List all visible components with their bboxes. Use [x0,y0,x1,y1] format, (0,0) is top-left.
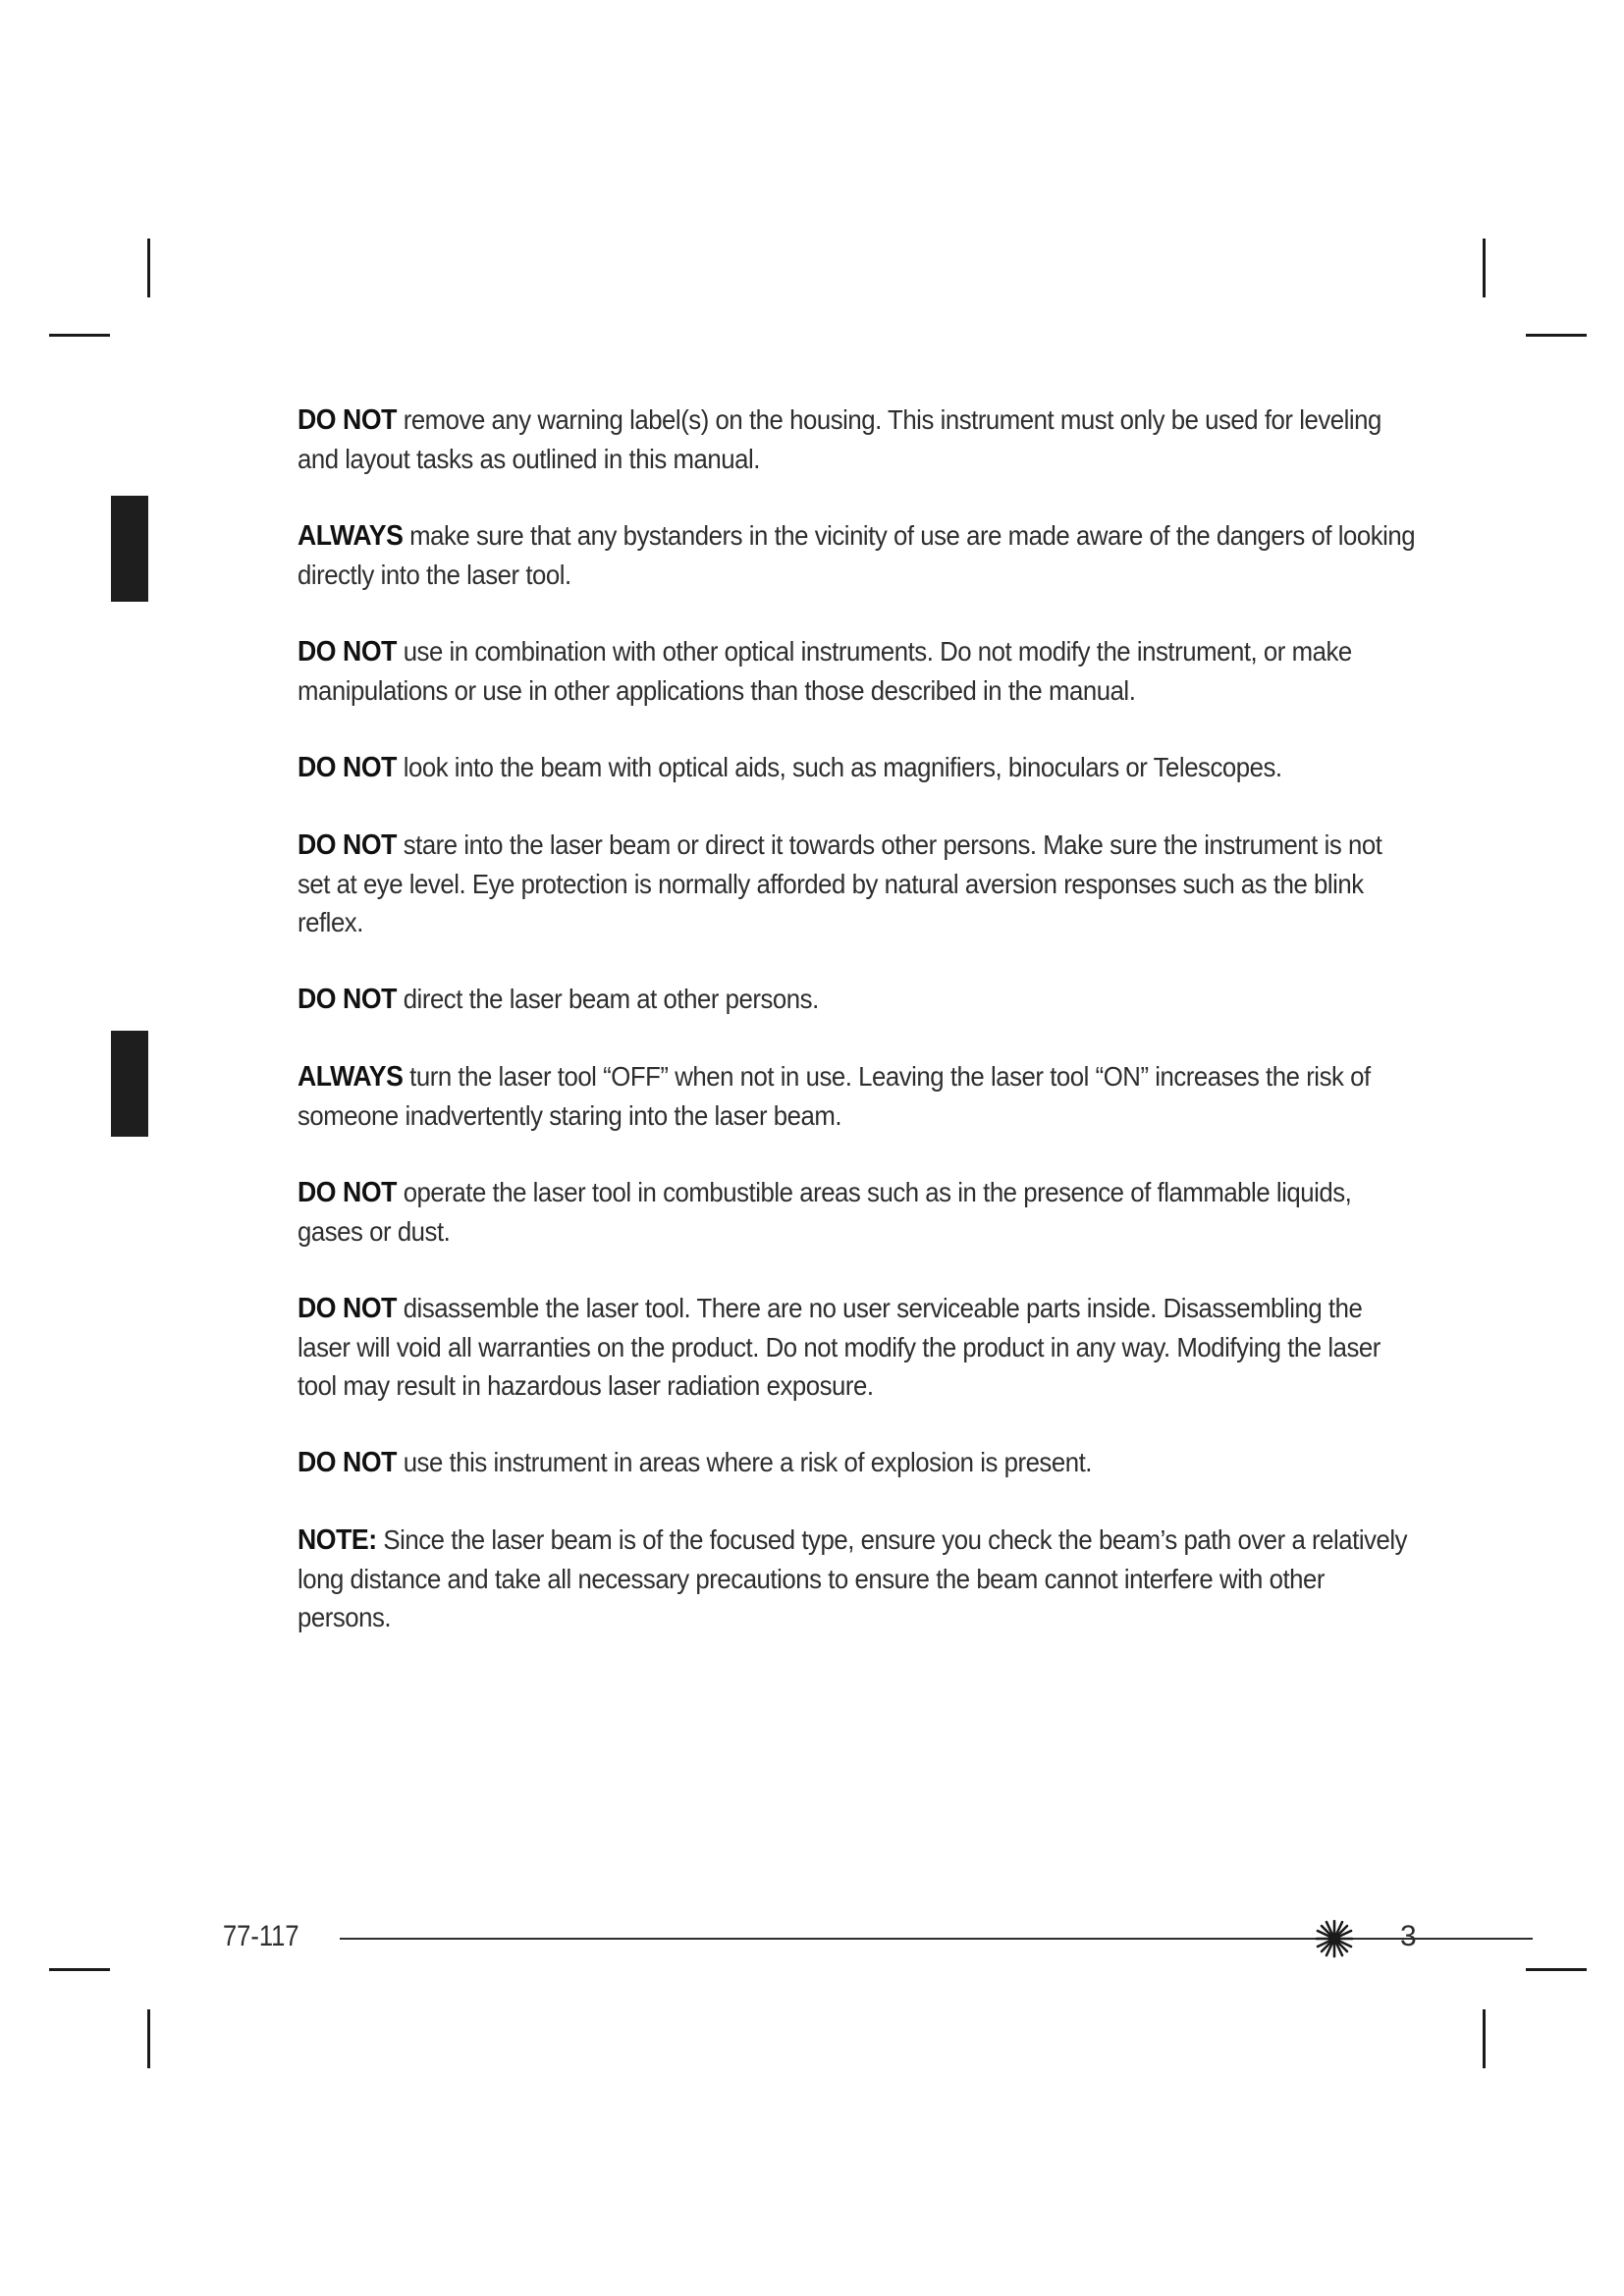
warning-paragraph [298,516,1418,594]
warning-text: use in combination with other optical instruments. Do not modify the instrument, or make manipulations or use in other applications than those described in the manual. [298,636,1352,706]
crop-mark-top-right-horizontal [1526,334,1587,337]
warning-paragraph [298,1057,1418,1135]
safety-warnings [298,400,1417,1675]
warning-lead: DO NOT [298,404,397,436]
warning-text: make sure that any bystanders in the vicinity of use are made aware of the dangers of looking directly into the laser tool. [298,520,1416,590]
warning-text: use this instrument in areas where a risk of explosion is present. [396,1447,1092,1477]
page-footer [223,1916,1421,1959]
warning-paragraph [298,400,1418,478]
warning-paragraph [298,1443,1418,1482]
warning-text: look into the beam with optical aids, such as magnifiers, binoculars or Telescopes. [396,752,1282,782]
note-lead: NOTE: [298,1524,377,1556]
laser-star-icon [1315,1919,1354,1958]
warning-lead: DO NOT [298,829,397,861]
crop-mark-top-left-horizontal [49,334,110,337]
warning-lead: DO NOT [298,752,397,783]
warning-paragraph [298,980,1418,1019]
warning-lead: DO NOT [298,984,397,1015]
section-tab-marker [111,496,148,602]
crop-mark-bottom-left-horizontal [49,1968,110,1971]
warning-lead: DO NOT [298,636,397,667]
crop-mark-bottom-right-vertical [1483,2009,1486,2068]
crop-mark-top-right-vertical [1483,239,1486,297]
warning-paragraph [298,748,1418,787]
page-number: 3 [1400,1920,1417,1952]
document-number: 77-117 [223,1920,299,1952]
warning-text: turn the laser tool “OFF” when not in use. Leaving the laser tool “ON” increases the risk of someone inadvertently staring into the laser beam. [298,1061,1371,1131]
warning-text: disassemble the laser tool. There are no user serviceable parts inside. Disassembling the laser will void all warranties on the product. Do not modify the product in any way. Modifying the laser tool may result in hazardous laser radiation exposure. [298,1293,1380,1401]
warning-lead: ALWAYS [298,520,404,552]
warning-lead: DO NOT [298,1293,397,1324]
note-paragraph [298,1521,1418,1636]
warning-paragraph [298,1173,1418,1251]
crop-mark-top-left-vertical [147,239,150,297]
section-tab-marker [111,1031,148,1137]
warning-lead: ALWAYS [298,1061,404,1093]
warning-text: operate the laser tool in combustible areas such as in the presence of flammable liquids, gases or dust. [298,1177,1352,1247]
warning-paragraph [298,826,1418,941]
crop-mark-bottom-right-horizontal [1526,1968,1587,1971]
warning-lead: DO NOT [298,1447,397,1478]
warning-paragraph [298,1289,1418,1405]
warning-text: remove any warning label(s) on the housing. This instrument must only be used for leveling and layout tasks as outlined in this manual. [298,404,1381,474]
crop-mark-bottom-left-vertical [147,2009,150,2068]
warning-text: direct the laser beam at other persons. [396,984,819,1014]
warning-text: stare into the laser beam or direct it towards other persons. Make sure the instrument is not set at eye level. Eye protection is normally afforded by natural aversion responses such as the blink reflex. [298,829,1382,937]
warning-lead: DO NOT [298,1177,397,1208]
warning-paragraph [298,632,1418,710]
note-text: Since the laser beam is of the focused type, ensure you check the beam’s path over a relatively long distance and take all necessary precautions to ensure the beam cannot interfere with other persons. [298,1524,1408,1632]
